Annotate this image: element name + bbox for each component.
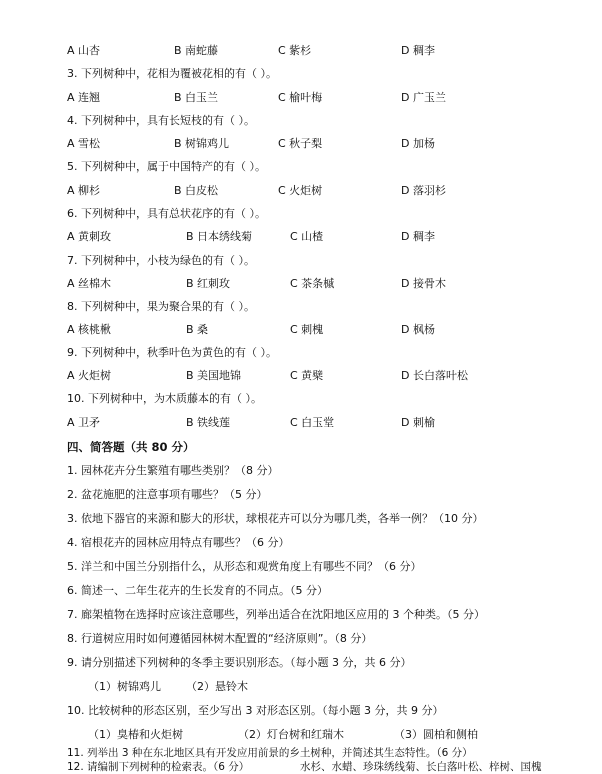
q10-option-b: B 铁线莲 [186,416,231,429]
q4-option-c: C 秋子梨 [278,137,323,150]
q2-option-c: C 紫杉 [278,44,312,57]
short-question-10: 10. 比较树种的形态区别，至少写出 3 对形态区别。（每小题 3 分，共 9 分） [67,704,444,717]
q12-species-list: 水杉、水蜡、珍珠绣线菊、长白落叶松、梓树、国槐 [300,761,542,773]
short-question-8: 8. 行道树应用时如何遵循园林树木配置的“经济原则”。（8 分） [67,632,373,645]
q2-option-b: B 南蛇藤 [174,44,219,57]
short-question-3: 3. 依地下器官的来源和膨大的形状，球根花卉可以分为哪几类，各举一例？（10 分） [67,512,484,525]
q7-option-d: D 接骨木 [401,277,446,290]
q10-option-d: D 刺榆 [401,416,435,429]
q8-text: 8. 下列树种中，果为聚合果的有（ ）。 [67,300,255,313]
q6-option-b: B 日本绣线菊 [186,230,253,243]
q8-option-c: C 刺槐 [290,323,324,336]
q7-option-b: B 红刺玫 [186,277,231,290]
q5-option-d: D 落羽杉 [401,184,446,197]
short-question-4: 4. 宿根花卉的园林应用特点有哪些？（6 分） [67,536,290,549]
q10-option-a: A 卫矛 [67,416,101,429]
q8-option-d: D 枫杨 [401,323,435,336]
q9-option-c: C 黄檗 [290,369,324,382]
q4-option-b: B 树锦鸡儿 [174,137,230,150]
q9-option-a: A 火炬树 [67,369,112,382]
short-question-7: 7. 廊架植物在选择时应该注意哪些，列举出适合在沈阳地区应用的 3 个种类。（5 分） [67,608,485,621]
q10-sub-3: （3）圆柏和侧柏 [394,728,478,741]
q5-option-c: C 火炬树 [278,184,323,197]
q10-sub-1: （1）臭椿和火炬树 [88,728,183,741]
q3-option-c: C 榆叶梅 [278,91,323,104]
q5-option-a: A 柳杉 [67,184,101,197]
q9-sub-2: （2）悬铃木 [186,680,248,693]
short-question-9: 9. 请分别描述下列树种的冬季主要识别形态。（每小题 3 分，共 6 分） [67,656,412,669]
q8-option-a: A 核桃楸 [67,323,112,336]
section-heading: 四、简答题（共 80 分） [67,440,195,454]
q9-option-d: D 长白落叶松 [401,369,468,382]
short-question-12: 12. 请编制下列树种的检索表。（6 分） [67,761,250,773]
short-question-11: 11. 列举出 3 种在东北地区具有开发应用前景的乡土树种，并简述其生态特性。（6 分） [67,747,473,759]
q10-option-c: C 白玉堂 [290,416,335,429]
short-question-6: 6. 简述一、二年生花卉的生长发育的不同点。（5 分） [67,584,328,597]
q4-option-d: D 加杨 [401,137,435,150]
q7-option-a: A 丝棉木 [67,277,112,290]
short-question-2: 2. 盆花施肥的注意事项有哪些？（5 分） [67,488,268,501]
q9-sub-1: （1）树锦鸡儿 [88,680,161,693]
q5-option-b: B 白皮松 [174,184,219,197]
q7-text: 7. 下列树种中，小枝为绿色的有（ ）。 [67,254,255,267]
q4-text: 4. 下列树种中，具有长短枝的有（ ）。 [67,114,255,127]
q2-option-a: A 山杏 [67,44,101,57]
q3-option-a: A 连翘 [67,91,101,104]
q3-text: 3. 下列树种中，花相为覆被花相的有（ ）。 [67,67,277,80]
q5-text: 5. 下列树种中，属于中国特产的有（ ）。 [67,160,266,173]
q6-option-d: D 稠李 [401,230,435,243]
q10-sub-2: （2）灯台树和红瑞木 [238,728,344,741]
q9-text: 9. 下列树种中，秋季叶色为黄色的有（ ）。 [67,346,277,359]
short-question-1: 1. 园林花卉分生繁殖有哪些类别？（8 分） [67,464,279,477]
q8-option-b: B 桑 [186,323,209,336]
q9-option-b: B 美国地锦 [186,369,242,382]
q2-option-d: D 稠李 [401,44,435,57]
q7-option-c: C 茶条槭 [290,277,335,290]
q6-text: 6. 下列树种中，具有总状花序的有（ ）。 [67,207,266,220]
q3-option-d: D 广玉兰 [401,91,446,104]
short-question-5: 5. 洋兰和中国兰分别指什么，从形态和观赏角度上有哪些不同？（6 分） [67,560,422,573]
q3-option-b: B 白玉兰 [174,91,219,104]
q6-option-c: C 山楂 [290,230,324,243]
q10-text: 10. 下列树种中，为木质藤本的有（ ）。 [67,392,262,405]
q4-option-a: A 雪松 [67,137,101,150]
q6-option-a: A 黄刺玫 [67,230,112,243]
